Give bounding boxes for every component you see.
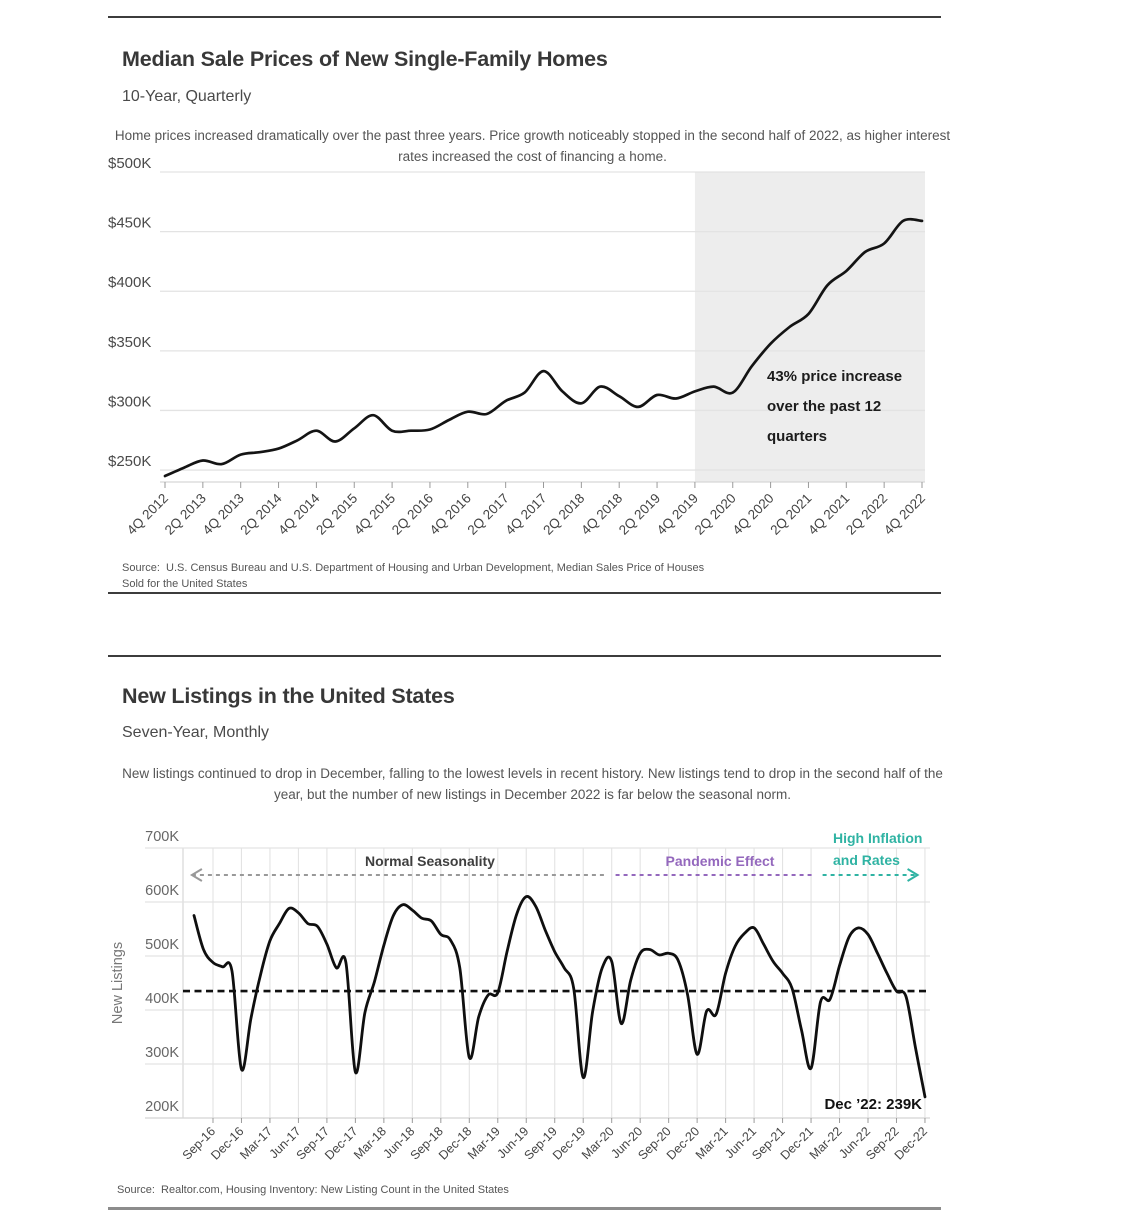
- svg-text:300K: 300K: [145, 1045, 179, 1061]
- chart1-title: Median Sale Prices of New Single-Family Homes: [122, 47, 608, 71]
- svg-text:Dec-19: Dec-19: [549, 1124, 589, 1163]
- price-increase-annotation: 43% price increase over the past 12 quarters: [767, 368, 903, 445]
- dec22-value-label: Dec ’22: 239K: [824, 1096, 922, 1113]
- chart2-title: New Listings in the United States: [122, 684, 455, 708]
- svg-text:Jun-17: Jun-17: [266, 1124, 304, 1162]
- svg-text:200K: 200K: [145, 1099, 179, 1115]
- pandemic-effect-label: Pandemic Effect: [665, 853, 775, 869]
- svg-text:Mar-18: Mar-18: [351, 1124, 389, 1163]
- svg-text:4Q 2020: 4Q 2020: [729, 490, 777, 538]
- svg-text:$400K: $400K: [108, 274, 152, 292]
- svg-text:Dec-16: Dec-16: [208, 1124, 247, 1163]
- section1-top-rule: [108, 16, 941, 18]
- svg-text:Dec-18: Dec-18: [436, 1124, 475, 1163]
- svg-text:4Q 2016: 4Q 2016: [426, 490, 474, 538]
- chart2-source: Source: Realtor.com, Housing Inventory: New Listing Count in the United States: [117, 1184, 509, 1196]
- svg-text:$450K: $450K: [108, 214, 152, 232]
- svg-text:$500K: $500K: [108, 155, 152, 172]
- svg-text:4Q 2019: 4Q 2019: [653, 490, 702, 538]
- svg-text:Sep-19: Sep-19: [521, 1124, 560, 1163]
- svg-text:Mar-19: Mar-19: [465, 1124, 503, 1163]
- svg-text:4Q 2021: 4Q 2021: [805, 490, 853, 538]
- svg-text:Dec-17: Dec-17: [322, 1124, 361, 1163]
- svg-text:Mar-22: Mar-22: [806, 1124, 845, 1163]
- svg-text:2Q 2018: 2Q 2018: [540, 490, 588, 538]
- svg-text:Mar-17: Mar-17: [237, 1124, 276, 1163]
- svg-text:Jun-20: Jun-20: [608, 1124, 646, 1162]
- svg-text:$300K: $300K: [108, 393, 152, 411]
- svg-text:Sep-21: Sep-21: [749, 1124, 788, 1163]
- svg-text:4Q 2015: 4Q 2015: [350, 490, 399, 538]
- svg-text:4Q 2014: 4Q 2014: [275, 490, 323, 538]
- chart1-subtitle: 10-Year, Quarterly: [122, 88, 252, 105]
- chart2-description: New listings continued to drop in December, falling to the lowest levels in recent history. New listings tend to drop in the second half of the year, but the number of new listings in December 2022 is far below the seasonal norm.: [122, 766, 943, 802]
- svg-text:4Q 2017: 4Q 2017: [502, 490, 550, 538]
- svg-text:Jun-19: Jun-19: [494, 1124, 532, 1162]
- svg-text:2Q 2015: 2Q 2015: [313, 490, 361, 538]
- page-bottom-rule: [108, 1207, 941, 1210]
- svg-text:2Q 2019: 2Q 2019: [615, 490, 664, 538]
- chart1-source: [122, 560, 704, 592]
- svg-text:4Q 2018: 4Q 2018: [578, 490, 626, 538]
- svg-text:Sep-20: Sep-20: [635, 1124, 674, 1163]
- svg-text:2Q 2021: 2Q 2021: [767, 490, 815, 538]
- svg-text:Sep-22: Sep-22: [863, 1124, 902, 1163]
- svg-text:Dec-20: Dec-20: [663, 1124, 703, 1163]
- normal-seasonality-label: Normal Seasonality: [365, 853, 495, 869]
- svg-text:Dec-22: Dec-22: [891, 1124, 931, 1163]
- svg-text:4Q 2022: 4Q 2022: [880, 490, 929, 538]
- svg-text:600K: 600K: [145, 883, 179, 899]
- high-inflation-label-line2: and Rates: [833, 852, 900, 868]
- chart1-description: Home prices increased dramatically over the past three years. Price growth noticeably stopped in the second half of 2022, as higher interest rates increased the cost of financing a home.: [114, 128, 951, 164]
- svg-text:2Q 2020: 2Q 2020: [691, 490, 739, 538]
- svg-text:2Q 2014: 2Q 2014: [237, 490, 285, 538]
- chart1-source-line1: Source: U.S. Census Bureau and U.S. Department of Housing and Urban Development, Median Sales Price of Houses: [122, 562, 705, 574]
- svg-text:Mar-20: Mar-20: [578, 1124, 617, 1163]
- new-listings-chart: [100, 810, 948, 1182]
- svg-text:Sep-16: Sep-16: [179, 1124, 219, 1163]
- svg-text:2Q 2022: 2Q 2022: [843, 490, 891, 538]
- svg-text:4Q 2012: 4Q 2012: [123, 490, 172, 538]
- section1-bottom-rule: [108, 592, 941, 594]
- svg-text:Sep-18: Sep-18: [407, 1124, 446, 1163]
- svg-text:New Listings: New Listings: [110, 941, 126, 1025]
- svg-text:2Q 2013: 2Q 2013: [161, 490, 209, 538]
- median-sale-price-chart: [100, 155, 948, 561]
- high-inflation-label-line1: High Inflation: [833, 830, 923, 846]
- chart2-subtitle: Seven-Year, Monthly: [122, 724, 270, 741]
- svg-text:400K: 400K: [145, 991, 179, 1007]
- svg-text:Sep-17: Sep-17: [293, 1124, 333, 1163]
- svg-text:700K: 700K: [145, 829, 179, 845]
- svg-text:Jun-21: Jun-21: [722, 1124, 760, 1162]
- svg-text:Jun-18: Jun-18: [380, 1124, 418, 1162]
- svg-text:Mar-21: Mar-21: [692, 1124, 731, 1163]
- svg-text:$250K: $250K: [108, 453, 152, 471]
- svg-text:2Q 2017: 2Q 2017: [464, 490, 512, 538]
- svg-text:Dec-21: Dec-21: [777, 1124, 817, 1163]
- svg-text:Jun-22: Jun-22: [836, 1124, 874, 1162]
- chart1-source-line2: Sold for the United States: [122, 578, 248, 590]
- svg-text:4Q 2013: 4Q 2013: [199, 490, 247, 538]
- section2-top-rule: [108, 655, 941, 657]
- svg-text:$350K: $350K: [108, 333, 152, 351]
- svg-text:500K: 500K: [145, 937, 179, 953]
- svg-text:2Q 2016: 2Q 2016: [388, 490, 437, 538]
